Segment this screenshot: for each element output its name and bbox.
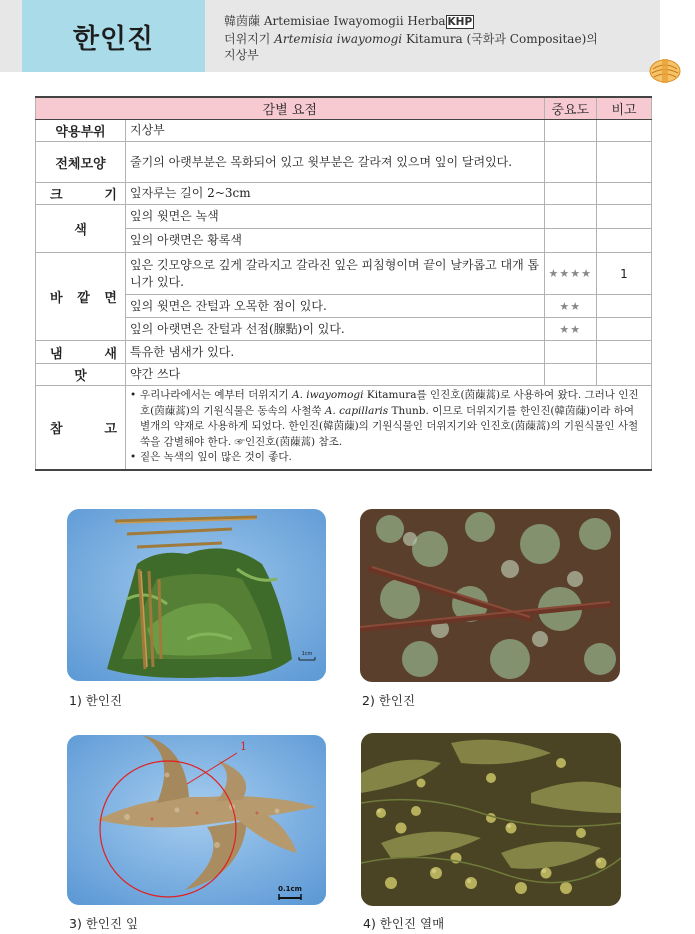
note-cell	[597, 318, 652, 341]
importance-cell	[544, 364, 596, 386]
col-header-note: 비고	[597, 97, 652, 120]
row-label-shape: 전체모양	[36, 142, 126, 183]
importance-stars: ★★	[544, 318, 596, 341]
herb-info	[224, 13, 654, 64]
photo-1	[67, 509, 326, 681]
plant-family: Kitamura (국화과 Compositae)의	[405, 31, 598, 46]
ref-species: A. capillaris	[324, 404, 389, 417]
row-text-size: 잎자루는 길이 2~3cm	[126, 183, 545, 205]
ref-text: 우리나라에서는 예부터 더위지기	[140, 389, 289, 401]
note-cell	[597, 142, 652, 183]
note-cell	[597, 229, 652, 253]
identification-table	[35, 96, 652, 471]
table-row	[36, 229, 652, 253]
table-row	[36, 364, 652, 386]
importance-stars: ★★	[544, 295, 596, 318]
photo-3-caption: 3) 한인진 잎	[69, 916, 139, 931]
note-cell	[597, 341, 652, 364]
photo-3	[67, 735, 326, 905]
herb-closeup-image	[360, 509, 620, 682]
importance-cell	[544, 229, 596, 253]
table-row	[36, 295, 652, 318]
note-cell	[597, 295, 652, 318]
row-label-reference: 참 고	[36, 386, 126, 470]
row-text-surface-2: 잎의 윗면은 잔털과 오목한 점이 있다.	[126, 295, 545, 318]
row-text-surface-1: 잎은 깃모양으로 깊게 갈라지고 갈라진 잎은 피침형이며 끝이 날카롭고 대개 톱니가 있다.	[126, 253, 545, 295]
reference-paragraph-2	[130, 450, 647, 466]
table-row	[36, 253, 652, 295]
importance-cell	[544, 142, 596, 183]
photo-4	[361, 733, 621, 906]
table-row	[36, 120, 652, 142]
note-cell: 1	[597, 253, 652, 295]
importance-cell	[544, 183, 596, 205]
ref-text: 짙은 녹색의 잎이 많은 것이 좋다.	[140, 451, 292, 463]
row-label-part: 약용부위	[36, 120, 126, 142]
table-row	[36, 386, 652, 470]
importance-cell	[544, 341, 596, 364]
plant-korean-name: 더위지기	[224, 31, 271, 46]
fruit-closeup-image	[361, 733, 621, 906]
photo-2	[360, 509, 620, 682]
table-row	[36, 318, 652, 341]
col-header-importance: 중요도	[544, 97, 596, 120]
table-row	[36, 142, 652, 183]
importance-cell	[544, 205, 596, 229]
row-label-smell: 냄 새	[36, 341, 126, 364]
row-label-color: 색	[36, 205, 126, 253]
scale-label: 1cm	[301, 651, 313, 657]
ref-species: A. iwayomogi	[292, 389, 364, 401]
row-label-size: 크 기	[36, 183, 126, 205]
table-header-row	[36, 97, 652, 120]
scale-label: 0.1cm	[278, 885, 302, 893]
note-cell	[597, 364, 652, 386]
row-text-surface-3: 잎의 아랫면은 잔털과 선점(腺點)이 있다.	[126, 318, 545, 341]
importance-stars: ★★★★	[544, 253, 596, 295]
page-title: 한인진	[22, 0, 205, 72]
row-text-part: 지상부	[126, 120, 545, 142]
leaf-image	[67, 735, 326, 905]
row-text-smell: 특유한 냄새가 있다.	[126, 341, 545, 364]
table-row	[36, 205, 652, 229]
plant-species: Artemisia iwayomogi	[274, 31, 403, 46]
note-cell	[597, 120, 652, 142]
bullet: •	[130, 389, 137, 401]
bullet: •	[130, 451, 137, 463]
herb-bundle-image	[67, 509, 326, 681]
photo-2-caption: 2) 한인진	[362, 693, 416, 708]
photo-1-caption: 1) 한인진	[69, 693, 123, 708]
photo-4-caption: 4) 한인진 열매	[363, 916, 445, 931]
herb-latin-name: Artemisiae Iwayomogii Herba	[263, 14, 446, 28]
note-cell	[597, 205, 652, 229]
row-label-taste: 맛	[36, 364, 126, 386]
table-row	[36, 183, 652, 205]
col-header-main: 감별 요점	[36, 97, 545, 120]
herb-line-1	[224, 13, 654, 31]
ref-text: Thunb. 이므로 더위지기를 한인진(韓茵蔯)이라 하여 별개의 약재로 사용하게 되었다. 한인진(韓茵蔯)의 기원식물인 더위지기와 인진호(茵蔯蒿)의 기원식물인 사철쑥을 감별해야 한다. ☞인진호(茵蔯蒿) 참조.	[140, 404, 639, 448]
leaf-marker-label: 1	[240, 740, 247, 753]
herb-line-3: 지상부	[224, 48, 259, 62]
herb-hanja: 韓茵蔯	[224, 14, 261, 28]
row-label-surface: 바 깥 면	[36, 253, 126, 341]
row-text-color-2: 잎의 아랫면은 황록색	[126, 229, 545, 253]
importance-cell	[544, 120, 596, 142]
ref-text: Kitamura를 인진호(茵蔯蒿)로 사용하여 왔다. 그러나 인진호(茵蔯蒿)의 기원식물은 동속의 사철쑥	[140, 389, 639, 417]
khp-badge: KHP	[447, 16, 473, 28]
row-text-shape: 줄기의 아랫부분은 목화되어 있고 윗부분은 갈라져 있으며 잎이 달려있다.	[126, 142, 545, 183]
herb-bundle-icon	[647, 55, 683, 85]
row-text-taste: 약간 쓰다	[126, 364, 545, 386]
note-cell	[597, 183, 652, 205]
row-text-color-1: 잎의 윗면은 녹색	[126, 205, 545, 229]
table-row	[36, 341, 652, 364]
herb-line-2	[224, 31, 654, 48]
reference-paragraph-1	[130, 388, 647, 450]
reference-notes	[126, 386, 652, 470]
